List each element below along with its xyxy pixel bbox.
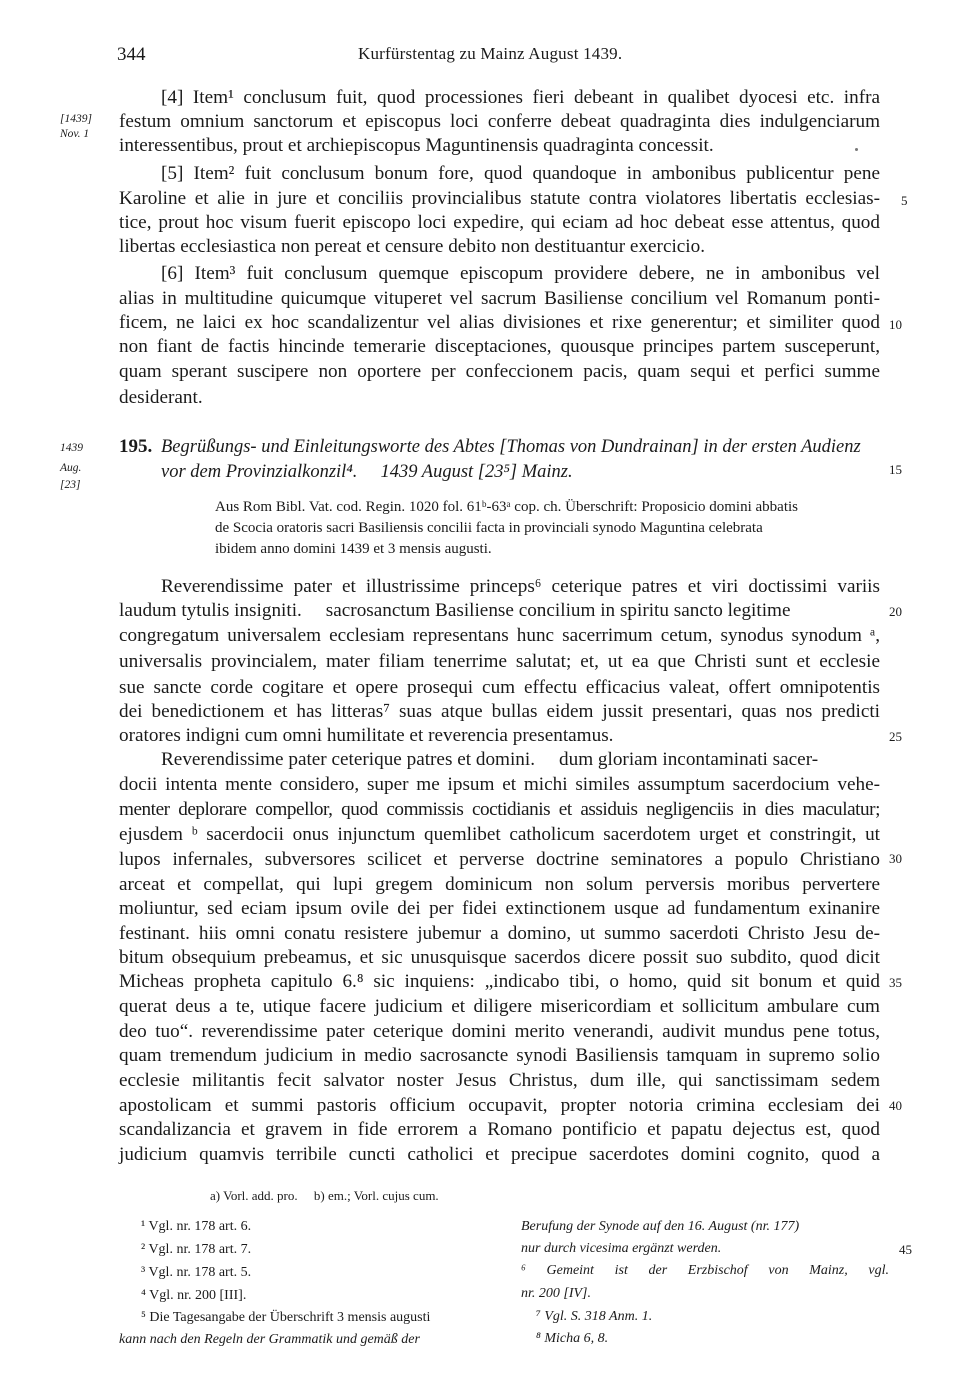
- text-line: oratores indigni cum omni humilitate et reverencia presentamus.: [119, 725, 614, 746]
- text-line: arceat et compellat, qui lupi gregem dominicum non solum perversis moribus pervertere: [119, 874, 880, 895]
- text-line: judicium quamvis terribile cuncti catholici et precipue sacerdotes domini cognito, quod a: [119, 1144, 880, 1165]
- text-line: laudum tytulis insigniti. sacrosanctum Basiliense concilium in spiritu sancto legitime: [119, 600, 791, 621]
- text-line: congregatum universalem ecclesiam representans hunc sacerrimum cetum, synodus synodum ᵃ,: [119, 625, 880, 646]
- footnote: ⁶ Gemeint ist der Erzbischof von Mainz, vgl.: [521, 1263, 889, 1278]
- footnote: ⁸ Micha 6, 8.: [536, 1331, 609, 1346]
- margin-date-day: Nov. 1: [60, 128, 90, 140]
- document-title-line-2: vor dem Provinzialkonzil⁴. 1439 August [23⁵] Mainz.: [161, 462, 573, 482]
- footnote: ³ Vgl. nr. 178 art. 5.: [141, 1265, 252, 1280]
- speck: [855, 148, 858, 151]
- text-line: alias in multitudine quicumque vituperet vel sacrum Basiliense concilium vel Romanum ponti-: [119, 288, 880, 309]
- source-line: ibidem anno domini 1439 et 3 mensis augusti.: [215, 541, 492, 557]
- text-line: tice, prout hoc visum fuerit episcopo loci expedire, qui eciam ad hoc debeat esse attentus, quod: [119, 212, 880, 233]
- margin-date-year: [1439]: [60, 113, 92, 125]
- line-number: 40: [889, 1098, 902, 1113]
- footnote: ⁷ Vgl. S. 318 Anm. 1.: [536, 1309, 653, 1324]
- margin-doc-day: [23]: [60, 479, 81, 491]
- margin-doc-month: Aug.: [60, 462, 82, 474]
- text-line: scandalizancia et gravem in fide errorem a Romano pontificio et papatu dejectus est, quod: [119, 1119, 880, 1140]
- running-title: Kurfürstentag zu Mainz August 1439.: [358, 44, 623, 63]
- text-line: docii intenta mente considero, super me ipsum et michi similes assumptum sacerdocium vehe-: [119, 774, 880, 795]
- document-title-line-1: Begrüßungs- und Einleitungsworte des Abtes [Thomas von Dundrainan] in der ersten Audienz: [161, 437, 861, 457]
- footnote: ¹ Vgl. nr. 178 art. 6.: [141, 1219, 252, 1234]
- margin-doc-year: 1439: [60, 442, 83, 454]
- text-line: festum omnium sanctorum et episcopus loci conferre debeat quadraginta dies indulgenciarum: [119, 111, 880, 132]
- text-line: desiderant.: [119, 387, 203, 408]
- footnote: nr. 200 [IV].: [521, 1286, 592, 1301]
- text-line: sue sancte corde cogitare et opere prosequi cum effectu efficacius valeat, offert omnipotentis: [119, 677, 880, 698]
- text-line: festinant. hiis omni conatu resistere jubemur a domino, ut summo sacerdoti Christo Jesu de-: [119, 923, 880, 944]
- text-line: lupos infernales, subversores scilicet et perverse doctrine seminatores a populo Christiano: [119, 849, 880, 870]
- footnote: ⁴ Vgl. nr. 200 [III].: [141, 1288, 247, 1303]
- text-line: [5] Item² fuit conclusum bonum fore, quod quandoque in ambonibus publicentur pene: [161, 163, 880, 184]
- text-line: non fiant de factis hincinde temerarie disceptaciones, quousque principes partem susceperunt,: [119, 336, 880, 357]
- text-line: Micheas propheta capitulo 6.⁸ sic inquiens: „indicabo tibi, o homo, quid sit bonum et quid: [119, 971, 880, 992]
- footnote: ² Vgl. nr. 178 art. 7.: [141, 1242, 252, 1257]
- text-line: Reverendissime pater et illustrissime princeps⁶ ceterique patres et viri doctissimi variis: [161, 576, 880, 597]
- line-number: 35: [889, 975, 902, 990]
- source-line: Aus Rom Bibl. Vat. cod. Regin. 1020 fol. 61ᵇ-63ᵃ cop. ch. Überschrift: Proposicio domini abbatis: [215, 499, 798, 515]
- line-number: 15: [889, 462, 902, 477]
- footnote: Berufung der Synode auf den 16. August (nr. 177): [521, 1219, 800, 1234]
- text-line: Reverendissime pater ceterique patres et domini. dum gloriam incontaminati sacer-: [161, 749, 819, 770]
- text-line: interessentibus, prout et archiepiscopus Maguntinensis quadraginta concessit.: [119, 135, 714, 156]
- footnote: kann nach den Regeln der Grammatik und gemäß der: [119, 1332, 420, 1347]
- text-line: apostolicam et summi pastoris officium occupavit, propter notoria crimina ecclesiam dei: [119, 1095, 880, 1116]
- line-number: 20: [889, 604, 902, 619]
- text-line: Karoline et alie in jure et conciliis provincialibus statute contra violatores libertatis ecclesias-: [119, 188, 880, 209]
- text-line: deo tuo“. reverendissime pater ceterique domini merito venerandi, audivit mundus pene totus,: [119, 1021, 880, 1042]
- text-line: [4] Item¹ conclusum fuit, quod processiones fieri debeant in qualibet dyocesi etc. infra: [161, 87, 880, 108]
- footnote: nur durch vicesima ergänzt werden.: [521, 1241, 722, 1256]
- line-number: 30: [889, 851, 902, 866]
- footnote: ⁵ Die Tagesangabe der Überschrift 3 mensis augusti: [141, 1310, 431, 1325]
- line-number: 25: [889, 729, 902, 744]
- text-line: menter deplorare compellor, quod commissis coctidianis et assiduis negligenciis in dies maculatur;: [119, 799, 880, 820]
- text-line: ecclesie militantis fecit salvator noster Jesus Christus, dum ille, qui sanctissimam sedem: [119, 1070, 880, 1091]
- text-line: querat deus a te, utique facere judicium et diligere misericordiam et sollicitum ambulare cum: [119, 996, 880, 1017]
- line-number: 10: [889, 317, 902, 332]
- text-line: ficem, ne laici ex hoc scandalizentur vel alias divisiones et rixe generentur; et similiter quod: [119, 312, 880, 333]
- page-number: 344: [117, 44, 146, 65]
- text-line: quam tremendum judicium in medio sacrosancte synodi Basiliensis tamquam in supremo solio: [119, 1045, 880, 1066]
- text-line: dei benedictionem et has litteras⁷ suas atque bullas eidem jussit presentari, quas nos predicti: [119, 701, 880, 722]
- line-number: 45: [899, 1242, 912, 1257]
- text-line: quam sperant suscipere non oportere per confeccionem pacis, quam sequi et perfici summe: [119, 361, 880, 382]
- text-line: ejusdem ᵇ sacerdocii onus injunctum quemlibet catholicum sacerdotem urget et constringit, ut: [119, 824, 880, 845]
- text-line: moliuntur, sed eciam ipsum ovile dei per fidei extinctionem usque ad fundamentum exinanire: [119, 898, 880, 919]
- source-line: de Scocia oratoris sacri Basiliensis concilii facta in provinciali synodo Maguntina celebrata: [215, 520, 763, 536]
- critical-apparatus: a) Vorl. add. pro. b) em.; Vorl. cujus cum.: [210, 1188, 439, 1203]
- line-number: 5: [901, 193, 908, 208]
- document-number: 195.: [119, 436, 153, 457]
- text-line: libertas ecclesiastica non pereat et censure debito non destituantur exercicio.: [119, 236, 706, 257]
- text-line: bitum obsequium prebeamus, et sic unusquisque sacerdos dicere possit suo subdito, quod dicit: [119, 947, 880, 968]
- text-line: universalis provincialem, mater filiam tenerrime salutat; et, ut ea que Christi sunt et ecclesie: [119, 651, 880, 672]
- text-line: [6] Item³ fuit conclusum quemque episcopum providere debere, ne in ambonibus vel: [161, 263, 880, 284]
